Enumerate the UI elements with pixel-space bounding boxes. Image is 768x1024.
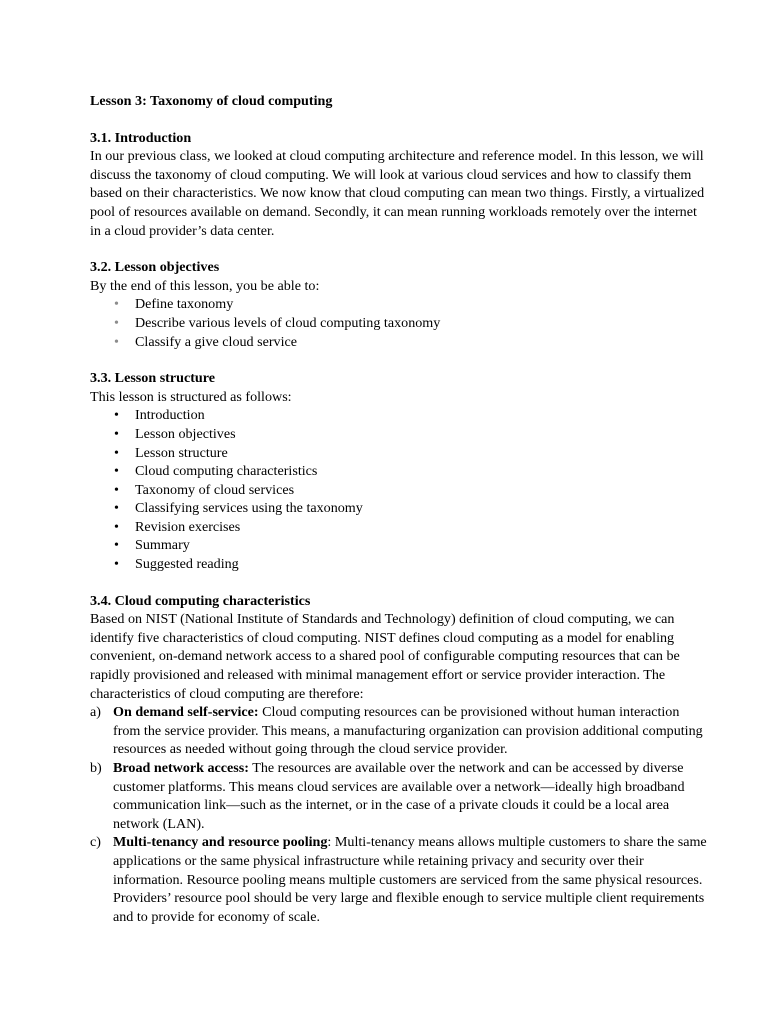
paragraph: By the end of this lesson, you be able to: <box>90 277 320 294</box>
list-item: • Taxonomy of cloud services <box>90 481 708 500</box>
characteristics-list <box>90 703 708 926</box>
section-structure <box>90 369 708 574</box>
list-item <box>90 703 708 759</box>
list-item: • Revision exercises <box>90 518 708 537</box>
list-item <box>90 833 708 926</box>
list-item: • Lesson structure <box>90 444 708 463</box>
list-item <box>90 759 708 833</box>
list-item: • Suggested reading <box>90 555 708 574</box>
item-text: Cloud computing resources can be provisioned without human interaction from the service provider. This means, a manufacturing organization can provision additional computing resources as needed without going through the cloud service provider. <box>113 704 703 758</box>
item-text: The resources are available over the network and can be accessed by diverse customer platforms. This means cloud services are available over a network—ideally high broadband communication link—such as the internet, or in the case of a private clouds it could be a local area network (LAN). <box>113 760 685 832</box>
list-item: • Cloud computing characteristics <box>90 462 708 481</box>
item-term: On demand self-service: <box>113 704 259 721</box>
item-text: : Multi-tenancy means allows multiple customers to share the same applications or the same physical infrastructure while retaining privacy and security over their information. Resource pooling means multiple customers are serviced from the same physical resources. Providers’ resource pool should be very large and flexible enough to service multiple client requirements and to provide for economy of scale. <box>113 834 707 925</box>
list-item: • Classifying services using the taxonomy <box>90 499 708 518</box>
paragraph: In our previous class, we looked at cloud computing architecture and reference model. In this lesson, we will discuss the taxonomy of cloud computing. We will look at various cloud services and how to classify them based on their characteristics. We now know that cloud computing can mean two things. Firstly, a virtualized pool of resources available on demand. Secondly, it can mean running workloads remotely over the internet in a cloud provider’s data center. <box>90 148 705 239</box>
list-marker: c) <box>90 834 101 851</box>
section-heading: 3.2. Lesson objectives <box>90 259 220 276</box>
section-heading: 3.4. Cloud computing characteristics <box>90 592 311 609</box>
section-objectives <box>90 258 708 351</box>
list-item: • Describe various levels of cloud computing taxonomy <box>90 314 708 333</box>
section-heading: 3.1. Introduction <box>90 129 192 146</box>
list-item: • Introduction <box>90 406 708 425</box>
list-item: • Lesson objectives <box>90 425 708 444</box>
section-characteristics <box>90 592 708 927</box>
section-heading: 3.3. Lesson structure <box>90 370 216 387</box>
section-introduction <box>90 129 708 241</box>
objectives-list <box>90 295 708 351</box>
structure-list <box>90 406 708 573</box>
lesson-title: Lesson 3: Taxonomy of cloud computing <box>90 93 333 109</box>
list-item: • Classify a give cloud service <box>90 333 708 352</box>
item-term: Broad network access: <box>113 760 249 776</box>
paragraph: Based on NIST (National Institute of Standards and Technology) definition of cloud computing, we can identify five characteristics of cloud computing. NIST defines cloud computing as a model for enabling convenient, on-demand network access to a shared pool of configurable computing resources that can be rapidly provisioned and released with minimal management effort or service provider interaction. The characteristics of cloud computing are therefore: <box>90 611 680 702</box>
item-term: Multi-tenancy and resource pooling <box>113 834 328 851</box>
list-marker: b) <box>90 760 102 776</box>
list-item: • Summary <box>90 536 708 555</box>
list-item: • Define taxonomy <box>90 295 708 314</box>
list-marker: a) <box>90 704 101 721</box>
paragraph: This lesson is structured as follows: <box>90 388 292 405</box>
